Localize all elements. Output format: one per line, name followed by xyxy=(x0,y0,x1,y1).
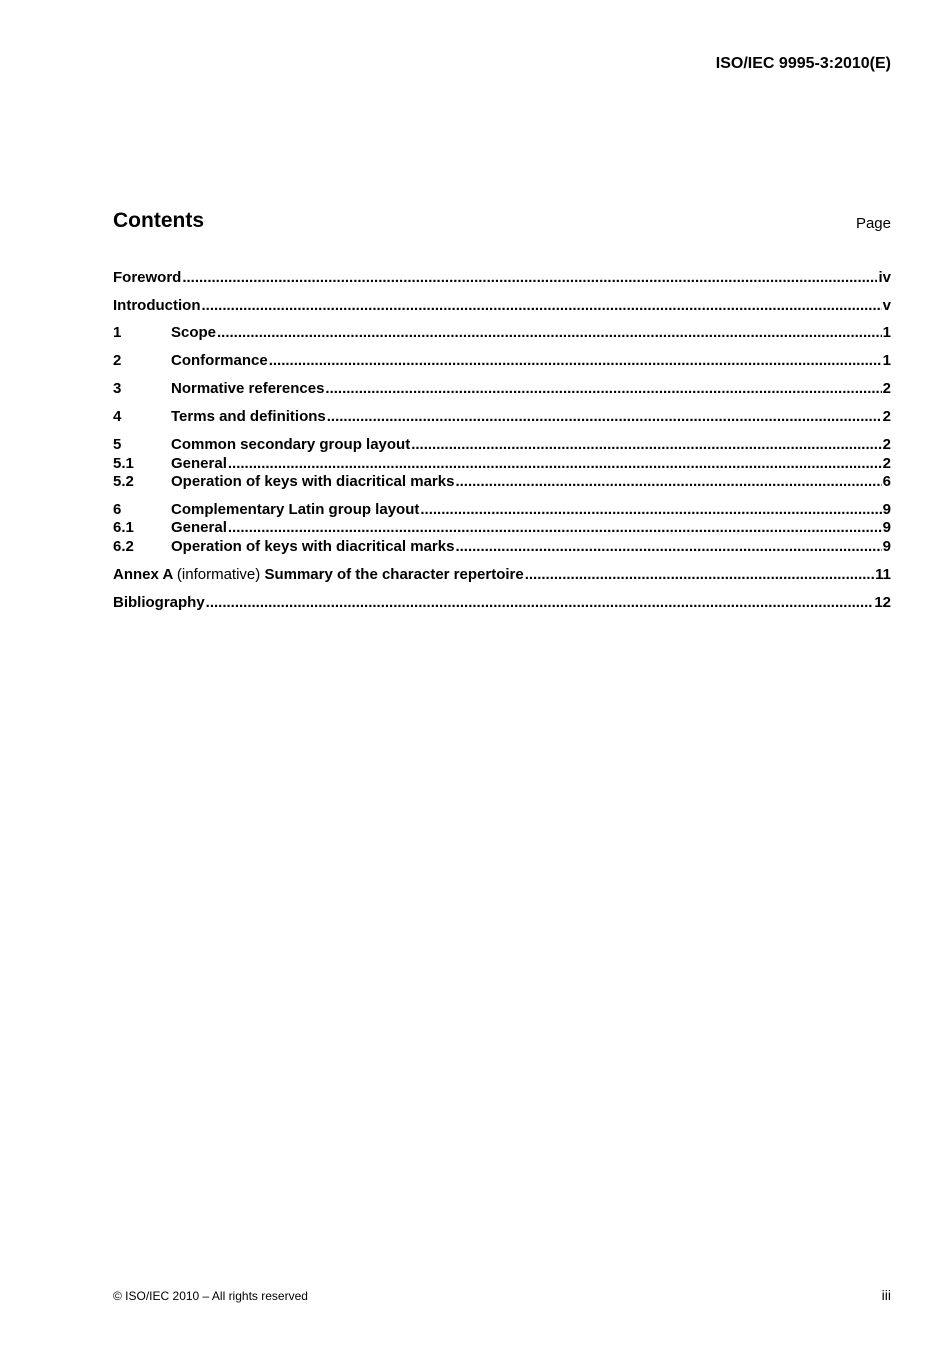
toc-entry-number: 4 xyxy=(113,408,122,425)
toc-leader-dots xyxy=(201,297,881,315)
toc-entry-number: 5.1 xyxy=(113,455,134,472)
toc-entry-title: Conformance xyxy=(171,352,268,369)
toc-entry-page: 9 xyxy=(882,501,891,518)
toc-entry-normative-references[interactable] xyxy=(113,380,891,398)
toc-entry-page: 6 xyxy=(882,473,891,490)
toc-entry-title: Common secondary group layout xyxy=(171,436,411,453)
toc-entry-page: 2 xyxy=(882,455,891,472)
toc-entry-title: Terms and definitions xyxy=(171,408,326,425)
toc-entry-number: 6 xyxy=(113,501,122,518)
toc-entry-5-2-diacritical[interactable] xyxy=(113,473,891,491)
toc-entry-number: 1 xyxy=(113,324,122,341)
annex-label: Annex A xyxy=(113,566,173,583)
toc-leader-dots xyxy=(455,538,881,556)
toc-entry-scope[interactable] xyxy=(113,324,891,342)
page-column-label: Page xyxy=(855,215,891,232)
toc-entry-page: 12 xyxy=(874,594,891,611)
toc-entry-title: Scope xyxy=(171,324,217,341)
toc-entry-title xyxy=(113,566,524,584)
toc-entry-page: 2 xyxy=(882,408,891,425)
toc-leader-dots xyxy=(411,436,881,454)
toc-entry-title: Foreword xyxy=(113,269,182,286)
toc-entry-number: 6.1 xyxy=(113,519,134,536)
toc-entry-title: Operation of keys with diacritical marks xyxy=(171,473,455,490)
toc-entry-title: General xyxy=(171,519,227,536)
footer-copyright: © ISO/IEC 2010 – All rights reserved xyxy=(113,1289,308,1303)
toc-entry-title: Bibliography xyxy=(113,594,205,611)
toc-entry-conformance[interactable] xyxy=(113,352,891,370)
annex-title: Summary of the character repertoire xyxy=(264,566,524,583)
contents-title: Contents xyxy=(113,209,204,232)
toc-entry-page: iv xyxy=(878,269,891,286)
toc-entry-foreword[interactable] xyxy=(113,269,891,287)
toc-entry-page: 9 xyxy=(882,538,891,555)
toc-entry-number: 2 xyxy=(113,352,122,369)
toc-entry-title: Complementary Latin group layout xyxy=(171,501,420,518)
annex-note: (informative) xyxy=(176,566,261,583)
toc-leader-dots xyxy=(420,501,881,519)
toc-leader-dots xyxy=(269,352,882,370)
toc-entry-common-secondary-group[interactable] xyxy=(113,436,891,454)
toc-entry-title: Normative references xyxy=(171,380,325,397)
toc-entry-number: 5 xyxy=(113,436,122,453)
toc-entry-page: 2 xyxy=(882,380,891,397)
toc-entry-title: Operation of keys with diacritical marks xyxy=(171,538,455,555)
toc-entry-6-1-general[interactable] xyxy=(113,519,891,537)
toc-leader-dots xyxy=(455,473,881,491)
toc-entry-complementary-latin[interactable] xyxy=(113,501,891,519)
toc-entry-page: 11 xyxy=(875,566,891,583)
toc-entry-5-1-general[interactable] xyxy=(113,455,891,473)
toc-entry-number: 3 xyxy=(113,380,122,397)
toc-leader-dots xyxy=(325,380,881,398)
toc-entry-page: 9 xyxy=(882,519,891,536)
document-id: ISO/IEC 9995-3:2010(E) xyxy=(715,55,891,72)
toc-entry-annex-a[interactable] xyxy=(113,566,891,584)
toc-entry-page: 1 xyxy=(882,352,891,369)
toc-leader-dots xyxy=(327,408,882,426)
toc-entry-number: 5.2 xyxy=(113,473,134,490)
toc-entry-page: 2 xyxy=(882,436,891,453)
toc-entry-introduction[interactable] xyxy=(113,297,891,315)
toc-entry-title: Introduction xyxy=(113,297,201,314)
footer-page-number: iii xyxy=(881,1287,891,1303)
toc-entry-bibliography[interactable] xyxy=(113,594,891,612)
toc-leader-dots xyxy=(217,324,882,342)
toc-leader-dots xyxy=(525,566,874,584)
toc-entry-page: v xyxy=(882,297,891,314)
toc-entry-number: 6.2 xyxy=(113,538,134,555)
toc-entry-title: General xyxy=(171,455,227,472)
toc-leader-dots xyxy=(228,455,882,473)
toc-entry-page: 1 xyxy=(882,324,891,341)
toc-leader-dots xyxy=(206,594,874,612)
toc-entry-terms-definitions[interactable] xyxy=(113,408,891,426)
toc-leader-dots xyxy=(182,269,877,287)
toc-entry-6-2-diacritical[interactable] xyxy=(113,538,891,556)
toc-leader-dots xyxy=(228,519,882,537)
